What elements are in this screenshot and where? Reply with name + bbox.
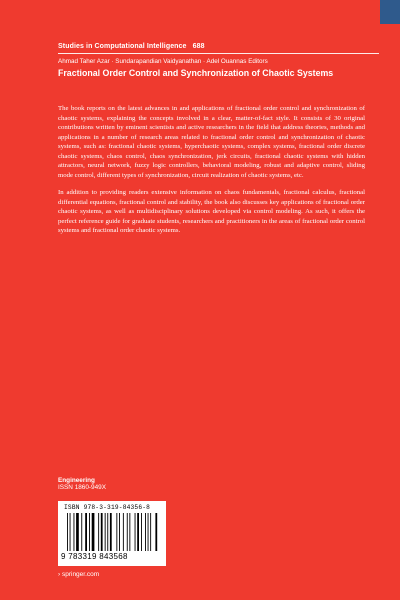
barcode-bar [148,513,149,551]
editors-line: Ahmad Taher Azar · Sundarapandian Vaidyanathan · Adel Ouannas Editors [58,58,268,65]
barcode-bar [101,513,103,551]
barcode-bar [137,513,139,551]
barcode-bar [74,513,75,551]
series-line [58,43,205,50]
barcode-bar [127,513,128,551]
barcode-bar [145,513,146,551]
barcode-bar [105,513,106,551]
barcode-bar [119,513,120,551]
barcode-bar [129,513,130,551]
barcode-bar [76,513,79,551]
barcode-bar [107,513,108,551]
barcode-bar [89,513,90,551]
barcode-bar [141,513,142,551]
issn-label: ISSN 1860-949X [58,484,106,491]
series-number: 688 [192,43,205,50]
barcode-bar [150,513,151,551]
barcode-bar [135,513,136,551]
barcode-bar [123,513,124,551]
barcode-bar [81,513,82,551]
isbn-label: ISBN 978-3-319-84356-8 [64,504,151,511]
blurb-paragraph-2: In addition to providing readers extensive information on chaos fundamentals, fractional calculus, fractional differential equations, fractional control and stability, the book also discusses key applications of fractional order chaotic systems, as well as multidisciplinary solutions developed via control modeling. As such, it offers the perfect reference guide for graduate students, researchers and practitioners in the areas of fractional order control systems and fractional order chaotic systems. [58,189,365,234]
series-name: Studies in Computational Intelligence [58,43,187,50]
series-divider [58,53,379,54]
barcode-bar [98,513,99,551]
barcode-bar [67,513,68,551]
subject-label: Engineering [58,477,95,484]
barcode-bar [110,513,112,551]
barcode-bar [92,513,95,551]
publisher-link[interactable]: › springer.com [58,571,100,578]
blurb [58,104,365,244]
barcode-digits: 9 783319 843568 [61,552,128,561]
book-title: Fractional Order Control and Synchronization of Chaotic Systems [58,68,334,78]
barcode-image [66,513,160,551]
corner-accent-strip [380,0,400,24]
barcode-bar [116,513,117,551]
barcode-bar [155,513,157,551]
blurb-paragraph-1: The book reports on the latest advances in and applications of fractional order control and synchronization of chaotic systems, explaining the concepts involved in a clear, matter-of-fact style. It consists of 30 original contributions written by eminent scientists and active researchers in the field that address theories, methods and applications in a number of research areas related to fractional order control and synchronization of chaotic systems, such as: fractional chaotic systems, hyperchaotic systems, complex systems, fractional order discrete chaotic systems, chaos control, chaos synchronization, jerk circuits, fractional chaotic systems with hidden attractors, neural network, fuzzy logic controllers, behavioral modeling, robust and adaptive control, sliding mode control, different types of synchronization, circuit realization of chaotic systems, etc. [58,105,365,179]
isbn-barcode-box [58,501,166,566]
barcode-bar [70,513,71,551]
series-info [58,477,106,491]
barcode-bar [85,513,87,551]
